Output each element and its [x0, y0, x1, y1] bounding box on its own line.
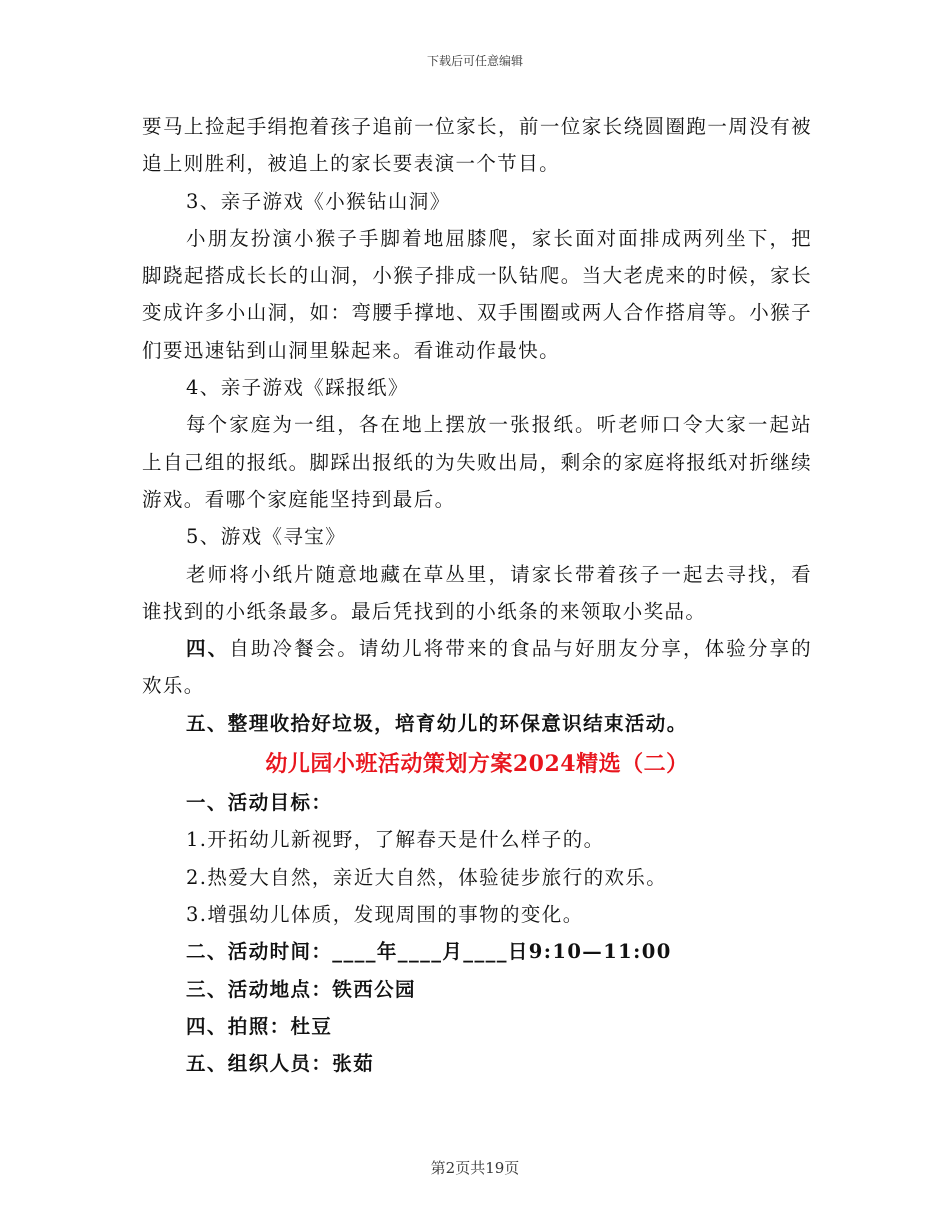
page-header: 下载后可任意编辑: [426, 54, 523, 68]
game5-heading: 5、游戏《寻宝》: [186, 525, 347, 549]
paragraph-game-continuation: 要马上捡起手绢抱着孩子追前一位家长，前一位家长绕圆圈跑一周没有被追上则胜利，被追上的家长要表演一个节目。: [142, 115, 812, 176]
page-footer: 第2页共19页: [430, 1159, 520, 1177]
activity-time: 二、活动时间：____年____月____日9:10—11:00: [186, 940, 672, 964]
game3-heading: 3、亲子游戏《小猴钻山洞》: [186, 189, 451, 213]
game4-description: 每个家庭为一组，各在地上摆放一张报纸。听老师口令大家一起站上自己组的报纸。脚踩出报纸的为失败出局，剩余的家庭将报纸对折继续游戏。看哪个家庭能坚持到最后。: [142, 413, 812, 511]
activity-place: 三、活动地点：铁西公园: [186, 977, 416, 1001]
organizer: 五、组织人员：张茹: [186, 1052, 375, 1076]
plan2-title: 幼儿园小班活动策划方案2024精选（二）: [265, 751, 689, 778]
section5-paragraph: 五、整理收拾好垃圾，培育幼儿的环保意识结束活动。: [186, 711, 688, 735]
goals-heading: 一、活动目标：: [186, 791, 333, 815]
game5-description: 老师将小纸片随意地藏在草丛里，请家长带着孩子一起去寻找，看谁找到的小纸条最多。最后凭找到的小纸条的来领取小奖品。: [142, 562, 812, 623]
section4-paragraph: [142, 630, 812, 705]
section4-text: 自助冷餐会。请幼儿将带来的食品与好朋友分享，体验分享的欢乐。: [142, 637, 812, 698]
goal-item-1: 1.开拓幼儿新视野，了解春天是什么样子的。: [186, 828, 605, 852]
goal-item-2: 2.热爱大自然，亲近大自然，体验徒步旅行的欢乐。: [186, 865, 668, 889]
photographer: 四、拍照：杜豆: [186, 1014, 333, 1038]
section4-label: 四、: [186, 637, 230, 661]
game4-heading: 4、亲子游戏《踩报纸》: [186, 376, 409, 400]
document-body: [142, 108, 812, 1082]
goal-item-3: 3.增强幼儿体质，发现周围的事物的变化。: [186, 902, 584, 926]
game3-description: 小朋友扮演小猴子手脚着地屈膝爬，家长面对面排成两列坐下，把脚跷起搭成长长的山洞，小猴子排成一队钻爬。当大老虎来的时候，家长变成许多小山洞，如：弯腰手撑地、双手围圈或两人合作搭肩等。小猴子们要迅速钻到山洞里躲起来。看谁动作最快。: [142, 226, 812, 362]
